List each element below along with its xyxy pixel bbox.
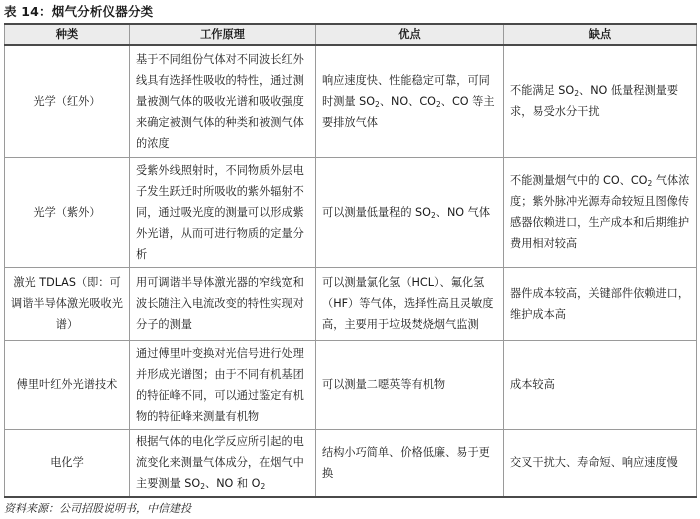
table-row-ultraviolet: [5, 157, 697, 267]
pros-cell: 响应速度快、性能稳定可靠，可同时测量 $SO_2$、NO、$CO_2$、CO 等主要排放气体: [316, 45, 504, 157]
header-kind: 种类: [5, 24, 130, 45]
kind-cell: 光学（红外）: [5, 45, 130, 157]
kind-cell: 光学（紫外）: [5, 157, 130, 267]
kind-cell: 激光 TDLAS（即：可调谐半导体激光吸收光谱）: [5, 267, 130, 340]
pros-cell: 可以测量氯化氢（HCL）、氟化氢（HF）等气体，选择性高且灵敏度高，主要用于垃圾焚烧烟气监测: [316, 267, 504, 340]
pros-cell: 可以测量低量程的 $SO_2$、NO 气体: [316, 157, 504, 267]
cons-cell: 不能测量烟气中的 CO、$CO_2$ 气体浓度；紫外脉冲光源寿命较短且图像传感器依赖进口，生产成本和后期维护费用相对较高: [504, 157, 697, 267]
cons-cell: 交叉干扰大、寿命短、响应速度慢: [504, 429, 697, 497]
table-row-tdlas: [5, 267, 697, 340]
pros-cell: 可以测量二噁英等有机物: [316, 340, 504, 429]
header-row: [5, 24, 697, 45]
principle-cell: 受紫外线照射时，不同物质外层电子发生跃迁时所吸收的紫外辐射不同，通过吸光度的测量可以形成紫外光谱，从而可进行物质的定量分析: [130, 157, 316, 267]
cons-cell: 成本较高: [504, 340, 697, 429]
header-pros: 优点: [316, 24, 504, 45]
principle-cell: 用可调谐半导体激光器的窄线宽和波长随注入电流改变的特性实现对分子的测量: [130, 267, 316, 340]
source-note: 资料来源：公司招股说明书，中信建投: [4, 502, 191, 515]
header-cons: 缺点: [504, 24, 697, 45]
kind-cell: 傅里叶红外光谱技术: [5, 340, 130, 429]
table-row-ftir: [5, 340, 697, 429]
cons-cell: 器件成本较高，关键部件依赖进口，维护成本高: [504, 267, 697, 340]
kind-cell: 电化学: [5, 429, 130, 497]
table-row-infrared: [5, 45, 697, 157]
principle-cell: 通过傅里叶变换对光信号进行处理并形成光谱图；由于不同有机基团的特征峰不同，可以通过鉴定有机物的特征峰来测量有机物: [130, 340, 316, 429]
table-row-electrochemical: [5, 429, 697, 497]
table-caption: 表 14：烟气分析仪器分类: [4, 4, 154, 19]
pros-cell: 结构小巧简单、价格低廉、易于更换: [316, 429, 504, 497]
cons-cell: 不能满足 $SO_2$、NO 低量程测量要求，易受水分干扰: [504, 45, 697, 157]
principle-cell: 根据气体的电化学反应所引起的电流变化来测量气体成分，在烟气中主要测量 $SO_2$、NO 和 $O_2$: [130, 429, 316, 497]
principle-cell: 基于不同组份气体对不同波长红外线具有选择性吸收的特性，通过测量被测气体的吸收光谱和吸收强度来确定被测气体的种类和被测气体的浓度: [130, 45, 316, 157]
instrument-table: [4, 23, 697, 498]
header-principle: 工作原理: [130, 24, 316, 45]
